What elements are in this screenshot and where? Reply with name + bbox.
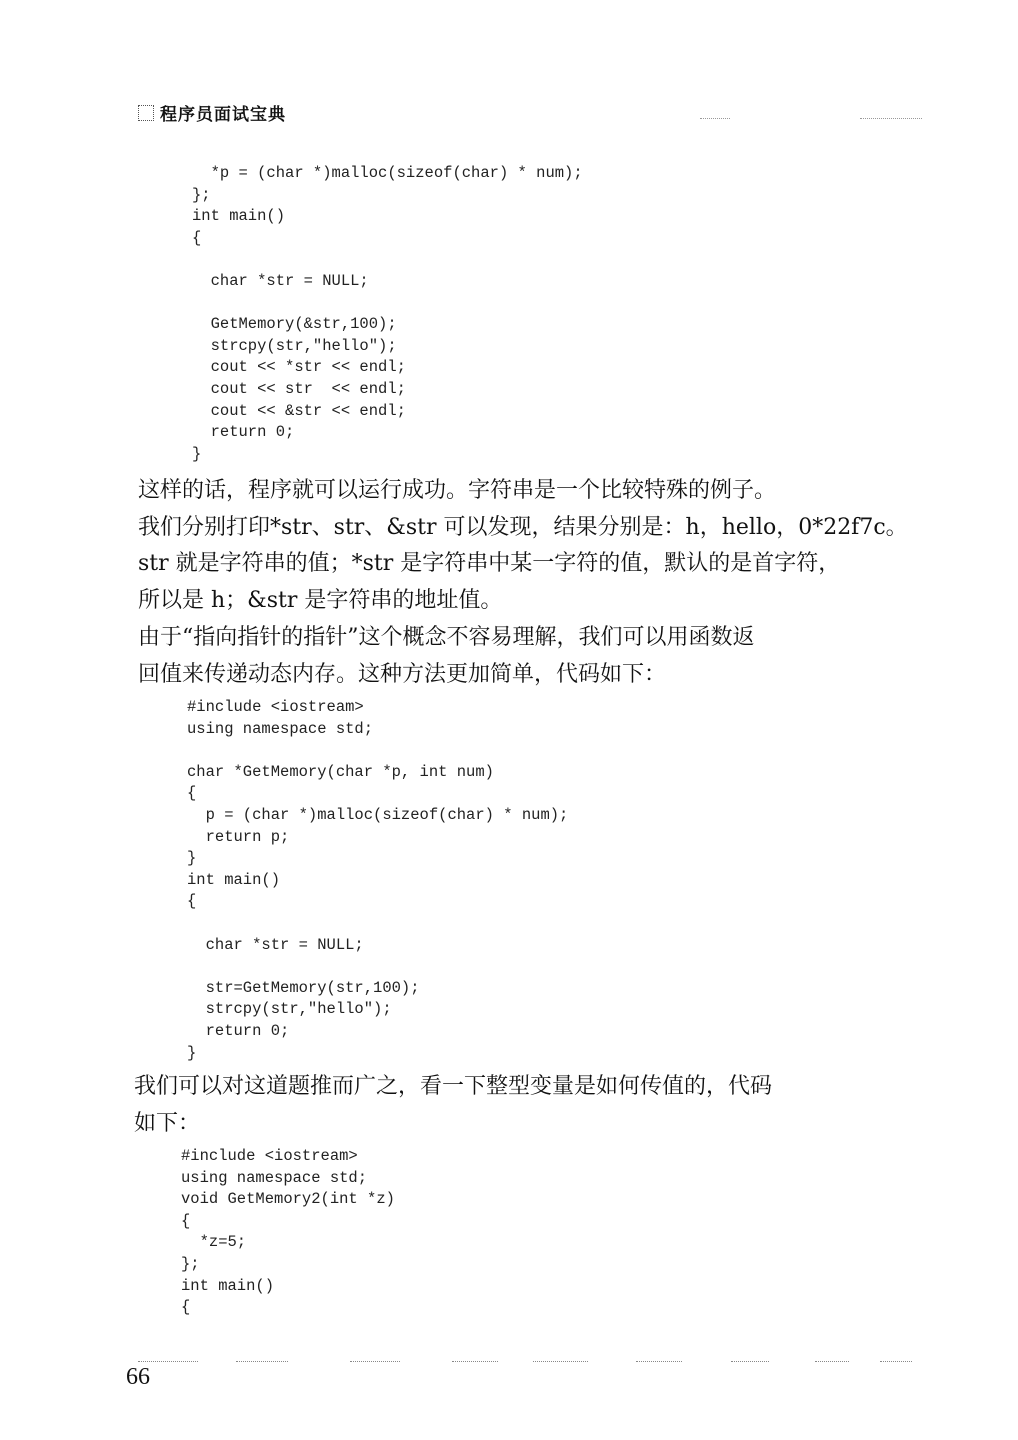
code-line: *p = (char *)malloc(sizeof(char) * num); <box>192 164 583 182</box>
paragraph-2 <box>138 620 755 693</box>
code-line: char *str = NULL; <box>187 935 364 954</box>
code-block-3 <box>181 1146 395 1319</box>
header-divider <box>700 118 730 119</box>
code-block-1 <box>192 163 583 465</box>
footer-divider <box>138 1361 198 1362</box>
code-line: } <box>192 444 202 463</box>
code-line: GetMemory(&str,100); <box>192 315 397 334</box>
text-line: 我们可以对这道题推而广之，看一下整型变量是如何传值的，代码 <box>134 1074 773 1099</box>
text-line: 所以是 h；&str 是字符串的地址值。 <box>138 587 503 613</box>
code-line: using namespace std; <box>181 1168 368 1187</box>
book-title: 程序员面试宝典 <box>160 105 286 125</box>
code-line: int main() <box>192 207 286 226</box>
footer-divider <box>452 1361 498 1362</box>
code-line: char *GetMemory(char *p, int num) <box>187 762 494 781</box>
text-line: 这样的话，程序就可以运行成功。字符串是一个比较特殊的例子。 <box>138 478 777 503</box>
code-line: str=GetMemory(str,100); <box>187 978 420 997</box>
code-line <box>187 956 568 978</box>
text-line: 我们分别打印*str、str、&str 可以发现，结果分别是：h，hello，0*22f7c。 <box>138 514 908 540</box>
text-line: str 就是字符串的值；*str 是字符串中某一字符的值，默认的是首字符， <box>138 551 841 576</box>
code-line <box>187 740 568 762</box>
code-line: } <box>187 1043 197 1062</box>
code-line: { <box>187 892 197 911</box>
code-line <box>187 913 568 935</box>
footer-divider <box>731 1361 769 1362</box>
code-line: } <box>187 849 197 868</box>
header-divider <box>860 118 922 119</box>
code-line: using namespace std; <box>187 719 374 738</box>
code-line: cout << str << endl; <box>192 379 406 398</box>
code-line: cout << *str << endl; <box>192 358 406 377</box>
code-line: { <box>187 784 197 803</box>
footer-divider <box>880 1361 912 1362</box>
footer-divider <box>815 1361 849 1362</box>
footer-divider <box>533 1361 588 1362</box>
text-line: 由于“指向指针的指针”这个概念不容易理解，我们可以用函数返 <box>138 625 755 650</box>
code-line: }; <box>181 1254 200 1273</box>
code-line: }; <box>192 185 211 204</box>
code-line: cout << &str << endl; <box>192 401 406 420</box>
code-line: *z=5; <box>181 1233 247 1252</box>
running-header <box>138 100 286 125</box>
code-line: { <box>181 1211 191 1230</box>
code-line: #include <iostream> <box>187 698 364 716</box>
page-number: 66 <box>126 1364 150 1390</box>
code-line: p = (char *)malloc(sizeof(char) * num); <box>187 805 569 824</box>
text-line: 回值来传递动态内存。这种方法更加简单，代码如下： <box>138 661 667 687</box>
code-line: return 0; <box>187 1021 290 1040</box>
code-line: char *str = NULL; <box>192 271 369 290</box>
paragraph-3 <box>134 1069 772 1142</box>
book-logo-icon <box>138 105 154 121</box>
footer-divider <box>636 1361 682 1362</box>
text-line: 如下： <box>134 1110 201 1136</box>
code-line <box>192 249 583 271</box>
code-block-2 <box>187 697 568 1064</box>
code-line: int main() <box>187 870 281 889</box>
code-line: #include <iostream> <box>181 1147 358 1165</box>
code-line: return 0; <box>192 423 295 442</box>
code-line: { <box>181 1298 191 1317</box>
code-line: strcpy(str,"hello"); <box>192 336 397 355</box>
code-line <box>192 293 583 315</box>
code-line: { <box>192 228 202 247</box>
footer-divider <box>236 1361 288 1362</box>
code-line: strcpy(str,"hello"); <box>187 1000 392 1019</box>
code-line: int main() <box>181 1276 275 1295</box>
footer-divider <box>350 1361 400 1362</box>
code-line: void GetMemory2(int *z) <box>181 1190 395 1209</box>
paragraph-1 <box>138 473 908 619</box>
code-line: return p; <box>187 827 290 846</box>
